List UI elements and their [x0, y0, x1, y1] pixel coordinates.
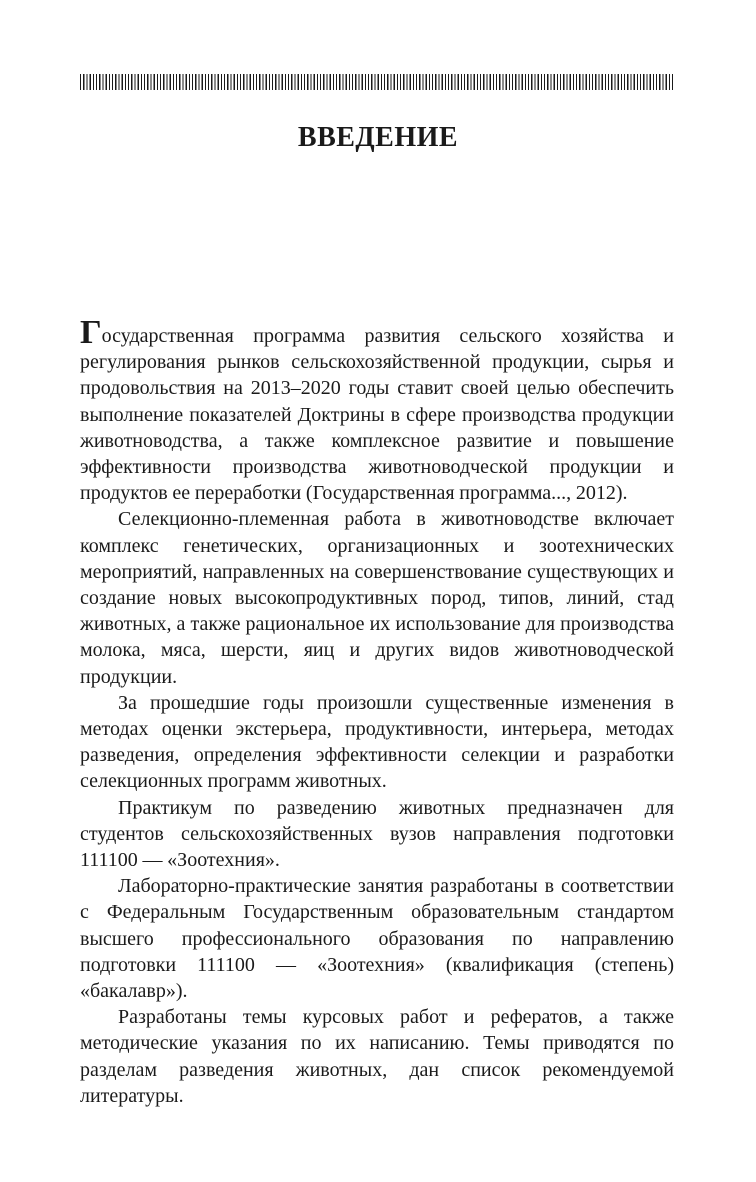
chapter-title: ВВЕДЕНИЕ: [297, 122, 459, 153]
decorative-header-rule: [80, 74, 674, 90]
paragraph-4: Практикум по разведению животных предназначен для студентов сельскохозяйственных вузов направления подготовки 111100 — «Зоотехния».: [80, 796, 674, 872]
paragraph-3: За прошедшие годы произошли существенные изменения в методах оценки экстерьера, продуктивности, интерьера, методах разведения, определения эффективности селекции и разработки селекционных программ животных.: [80, 691, 674, 793]
drop-cap-initial: Г: [80, 314, 102, 351]
paragraph-2: Селекционно-племенная работа в животноводстве включает комплекс генетических, организационных и зоотехнических мероприятий, направленных на совершенствование существующих и создание новых высокопродуктивных пород, типов, линий, стад животных, а также рациональное их использование для производства молока, мяса, шерсти, яиц и других видов животноводческой продукции.: [80, 508, 674, 688]
paragraph-5: Лабораторно-практические занятия разработаны в соответствии с Федеральным Государственным образовательным стандартом высшего профессионального образования по направлению подготовки 111100 — «Зоотехния» (квалификация (степень) «бакалавр»).: [80, 875, 674, 1003]
paragraph-1-text: осударственная программа развития сельского хозяйства и регулирования рынков сельскохозяйственной продукции, сырья и продовольствия на 2013–2020 годы ставит своей целью обеспечить выполнение показателей Доктрины в сфере производства продукции животноводства, а также комплексное развитие и повышение эффективности производства животноводческой продукции и продуктов ее переработки (Государственная программа..., 2012).: [80, 325, 674, 505]
paragraph-6: Разработаны темы курсовых работ и рефератов, а также методические указания по их написанию. Темы приводятся по разделам разведения животных, дан список рекомендуемой литературы.: [80, 1006, 674, 1107]
paragraph-1: [80, 314, 674, 506]
chapter-body: [80, 314, 674, 1109]
